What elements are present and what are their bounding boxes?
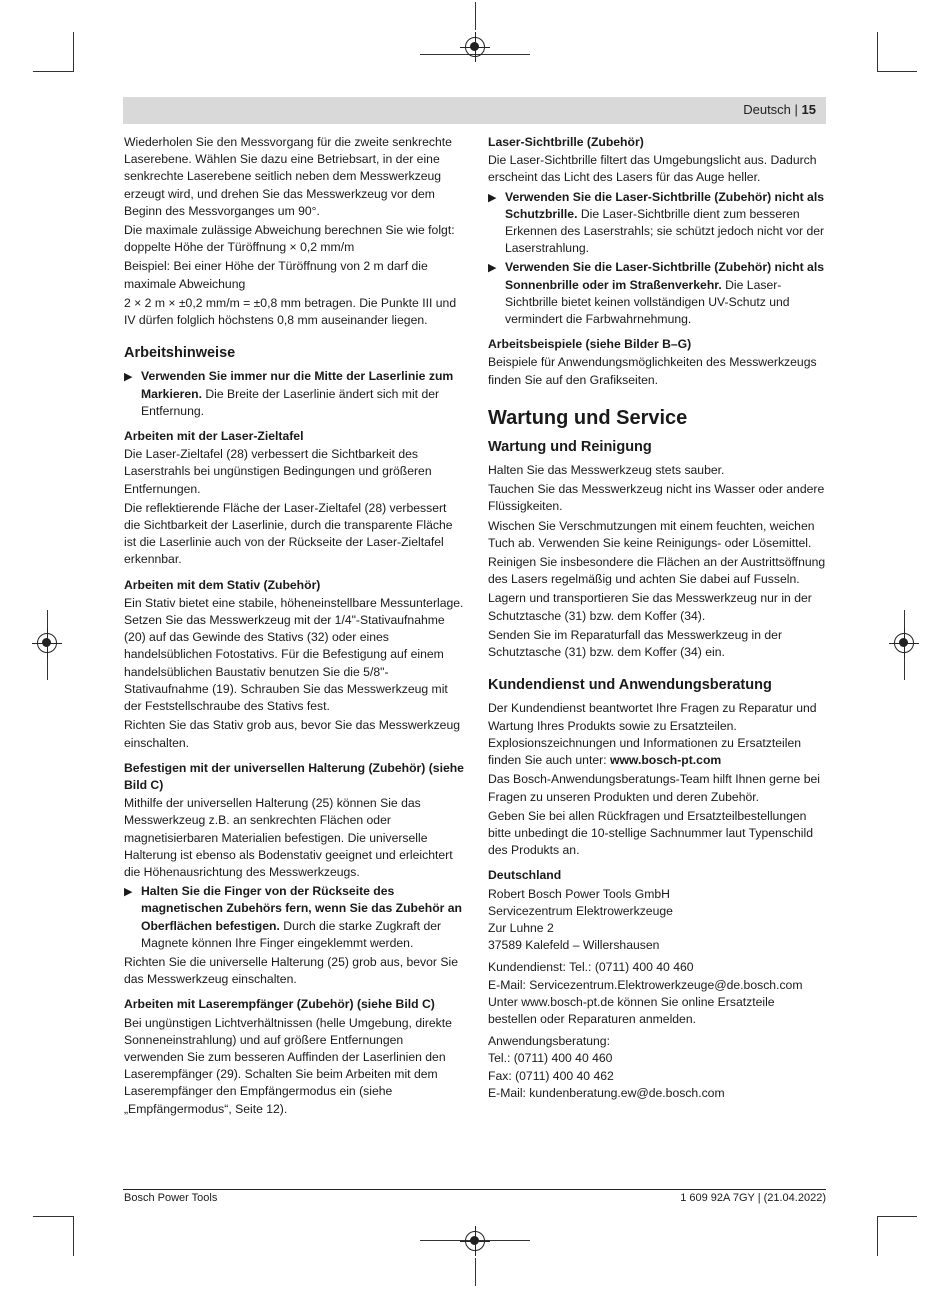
paragraph: Ein Stativ bietet eine stabile, höheneinstellbare Messunterlage. Setzen Sie das Messwerkzeug mit der 1/4"-Stativaufnahme (20) auf das Gewinde des Stativs (32) oder eines handelsüblichen Fotostativs. Für die Befestigung auf einem handelsüblichen Baustativ benutzen Sie die 5/8"-Stativaufnahme (19). Schrauben Sie das Messwerkzeug mit der Feststellschraube des Stativs fest. bbox=[124, 595, 464, 714]
contact-line: Fax: (0711) 400 40 462 bbox=[488, 1068, 614, 1083]
page-header bbox=[123, 97, 826, 124]
paragraph: Beispiele für Anwendungsmöglichkeiten des Messwerkzeugs finden Sie auf den Grafikseiten. bbox=[488, 355, 817, 387]
list-item: ▶ Halten Sie die Finger von der Rückseite des magnetischen Zubehörs fern, wenn Sie das Zubehör an Oberflächen befestigen. Durch die starke Zugkraft der Magnete können Ihre Finger eingeklemmt werden. bbox=[124, 884, 462, 950]
paragraph: 2 × 2 m × ±0,2 mm/m = ±0,8 mm betragen. Die Punkte III und IV dürfen folglich höchstens 0,8 mm auseinander liegen. bbox=[124, 295, 457, 328]
section-heading: Kundendienst und Anwendungsberatung bbox=[488, 677, 772, 694]
subheading: Laser-Sichtbrille (Zubehör) bbox=[488, 135, 644, 149]
contact-line: E-Mail: Servicezentrum.Elektrowerkzeuge@de.bosch.com bbox=[488, 977, 803, 992]
crop-mark bbox=[475, 2, 476, 30]
contact-line: Kundendienst: Tel.: (0711) 400 40 460 bbox=[488, 960, 694, 975]
address-line: Robert Bosch Power Tools GmbH bbox=[488, 886, 670, 901]
paragraph: Die Laser-Zieltafel (28) verbessert die Sichtbarkeit des Laserstrahls bei ungünstigen Bedingungen und größeren Entfernungen. bbox=[124, 447, 432, 496]
list-item: ▶ Verwenden Sie die Laser-Sichtbrille (Zubehör) nicht als Schutzbrille. Die Laser-Sichtbrille dient zum besseren Erkennen des Laserstrahls; sie schützt jedoch nicht vor der Laserstrahlung. bbox=[488, 189, 825, 256]
paragraph: Richten Sie die universelle Halterung (25) grob aus, bevor Sie das Messwerkzeug einschalten. bbox=[124, 954, 458, 987]
paragraph: Wiederholen Sie den Messvorgang für die zweite senkrechte Laserebene. Wählen Sie dazu eine Betriebsart, in der eine senkrechte Laserebene seitlich neben dem Messwerkzeug erzeugt wird, und drehen Sie das Messwerkzeug vor dem Beginn des Messvorganges um 90°. bbox=[124, 135, 452, 218]
subheading: Befestigen mit der universellen Halterung (Zubehör) (siehe Bild C) bbox=[124, 760, 464, 792]
bullet-triangle-icon: ▶ bbox=[124, 886, 133, 899]
paragraph: Der Kundendienst beantwortet Ihre Fragen zu Reparatur und Wartung Ihres Produkts sowie zu Ersatzteilen. Explosionszeichnungen und Informationen zu Ersatzteilen finden Sie auch unter: www.bosch-pt.com bbox=[488, 701, 817, 768]
registration-mark-icon bbox=[465, 37, 485, 57]
paragraph: Tauchen Sie das Messwerkzeug nicht ins Wasser oder andere Flüssigkeiten. bbox=[488, 482, 825, 514]
paragraph: Halten Sie das Messwerkzeug stets sauber. bbox=[488, 463, 725, 478]
registration-mark-icon bbox=[37, 633, 57, 653]
header-language-label: Deutsch bbox=[743, 102, 791, 117]
section-heading: Wartung und Reinigung bbox=[488, 438, 652, 455]
paragraph: Senden Sie im Reparaturfall das Messwerkzeug in der Schutztasche (31) bzw. dem Koffer (34) ein. bbox=[488, 627, 782, 660]
contact-line: Unter www.bosch-pt.de können Sie online Ersatzteile bestellen oder Reparaturen anmelden. bbox=[488, 994, 775, 1026]
footer-doc-id: 1 609 92A 7GY | (21.04.2022) bbox=[680, 1192, 826, 1204]
paragraph: Bei ungünstigen Lichtverhältnissen (helle Umgebung, direkte Sonneneinstrahlung) und auf größere Entfernungen verwenden Sie zum besseren Auffinden der Laserlinien den Laserempfänger (29). Schalten Sie beim Arbeiten mit dem Laserempfänger den Empfängermodus ein (siehe „Empfängermodus“, Seite 12). bbox=[124, 1015, 452, 1116]
subheading: Arbeitsbeispiele (siehe Bilder B–G) bbox=[488, 337, 692, 352]
subheading: Deutschland bbox=[488, 868, 562, 883]
list-item: ▶ Verwenden Sie immer nur die Mitte der Laserlinie zum Markieren. Die Breite der Laserlinie ändert sich mit der Entfernung. bbox=[124, 369, 454, 418]
crop-mark bbox=[877, 71, 917, 72]
registration-mark-icon bbox=[894, 633, 914, 653]
registration-mark-icon bbox=[465, 1231, 485, 1251]
page-number: 15 bbox=[801, 102, 816, 117]
crop-mark bbox=[73, 1216, 74, 1256]
address-line: 37589 Kalefeld – Willershausen bbox=[488, 938, 660, 953]
paragraph: Die Laser-Sichtbrille filtert das Umgebungslicht aus. Dadurch erscheint das Licht des Lasers für das Auge heller. bbox=[488, 153, 817, 185]
paragraph: Reinigen Sie insbesondere die Flächen an der Austrittsöffnung des Lasers regelmäßig und achten Sie dabei auf Fusseln. bbox=[488, 555, 826, 587]
contact-line: Anwendungsberatung: bbox=[488, 1034, 610, 1049]
paragraph: Die maximale zulässige Abweichung berechnen Sie wie folgt: doppelte Höhe der Türöffnung × 0,2 mm/m bbox=[124, 223, 455, 255]
crop-mark bbox=[877, 32, 878, 72]
paragraph: Beispiel: Bei einer Höhe der Türöffnung von 2 m darf die maximale Abweichung bbox=[124, 259, 428, 291]
contact-line: Tel.: (0711) 400 40 460 bbox=[488, 1051, 613, 1066]
paragraph: Richten Sie das Stativ grob aus, bevor Sie das Messwerkzeug einschalten. bbox=[124, 718, 461, 750]
bullet-triangle-icon: ▶ bbox=[124, 371, 133, 384]
paragraph: Wischen Sie Verschmutzungen mit einem feuchten, weichen Tuch ab. Verwenden Sie keine Reinigungs- oder Lösemittel. bbox=[488, 518, 815, 550]
address-line: Servicezentrum Elektrowerkzeuge bbox=[488, 903, 673, 918]
paragraph: Geben Sie bei allen Rückfragen und Ersatzteilbestellungen bitte unbedingt die 10-stellige Sachnummer laut Typenschild des Produkts an. bbox=[488, 808, 813, 858]
chapter-heading: Wartung und Service bbox=[488, 406, 688, 429]
paragraph: Das Bosch-Anwendungsberatungs-Team hilft Ihnen gerne bei Fragen zu unseren Produkten und deren Zubehör. bbox=[488, 772, 820, 804]
crop-mark bbox=[877, 1216, 878, 1256]
crop-mark bbox=[73, 32, 74, 72]
list-item: ▶ Verwenden Sie die Laser-Sichtbrille (Zubehör) nicht als Sonnenbrille oder im Straßenverkehr. Die Laser-Sichtbrille bietet keinen vollständigen UV-Schutz und vermindert die Farbwahrnehmung. bbox=[488, 260, 824, 327]
bullet-triangle-icon: ▶ bbox=[488, 191, 497, 204]
header-language: Deutsch | 15 bbox=[743, 102, 816, 117]
contact-line: E-Mail: kundenberatung.ew@de.bosch.com bbox=[488, 1085, 725, 1100]
bullet-triangle-icon: ▶ bbox=[488, 262, 497, 275]
subheading: Arbeiten mit Laserempfänger (Zubehör) (siehe Bild C) bbox=[124, 997, 435, 1012]
crop-mark bbox=[877, 1216, 917, 1217]
crop-mark bbox=[33, 71, 73, 72]
subheading: Arbeiten mit der Laser-Zieltafel bbox=[124, 429, 304, 444]
subheading: Arbeiten mit dem Stativ (Zubehör) bbox=[124, 577, 321, 592]
crop-mark bbox=[33, 1216, 73, 1217]
left-column bbox=[124, 134, 464, 1120]
right-column bbox=[488, 134, 826, 1102]
crop-mark bbox=[475, 1258, 476, 1286]
address-line: Zur Luhne 2 bbox=[488, 920, 554, 935]
website-link[interactable]: www.bosch-pt.com bbox=[609, 753, 722, 768]
paragraph: Mithilfe der universellen Halterung (25) können Sie das Messwerkzeug z.B. an senkrechten Flächen oder magnetisierbaren Materialien befestigen. Die universelle Halterung ist ebenso als Bodenstativ geeignet und erleichtert die Höhenausrichtung des Messwerkzeugs. bbox=[124, 796, 453, 879]
footer-divider bbox=[123, 1189, 826, 1190]
paragraph: Die reflektierende Fläche der Laser-Zieltafel (28) verbessert die Sichtbarkeit der Laserlinie, durch die transparente Fläche ist die Laserlinie auch von der Rückseite der Laser-Zieltafel erkennbar. bbox=[124, 500, 453, 567]
section-heading: Arbeitshinweise bbox=[124, 345, 236, 362]
paragraph: Lagern und transportieren Sie das Messwerkzeug nur in der Schutztasche (31) bzw. dem Koffer (34). bbox=[488, 591, 812, 623]
footer-brand: Bosch Power Tools bbox=[124, 1192, 218, 1204]
